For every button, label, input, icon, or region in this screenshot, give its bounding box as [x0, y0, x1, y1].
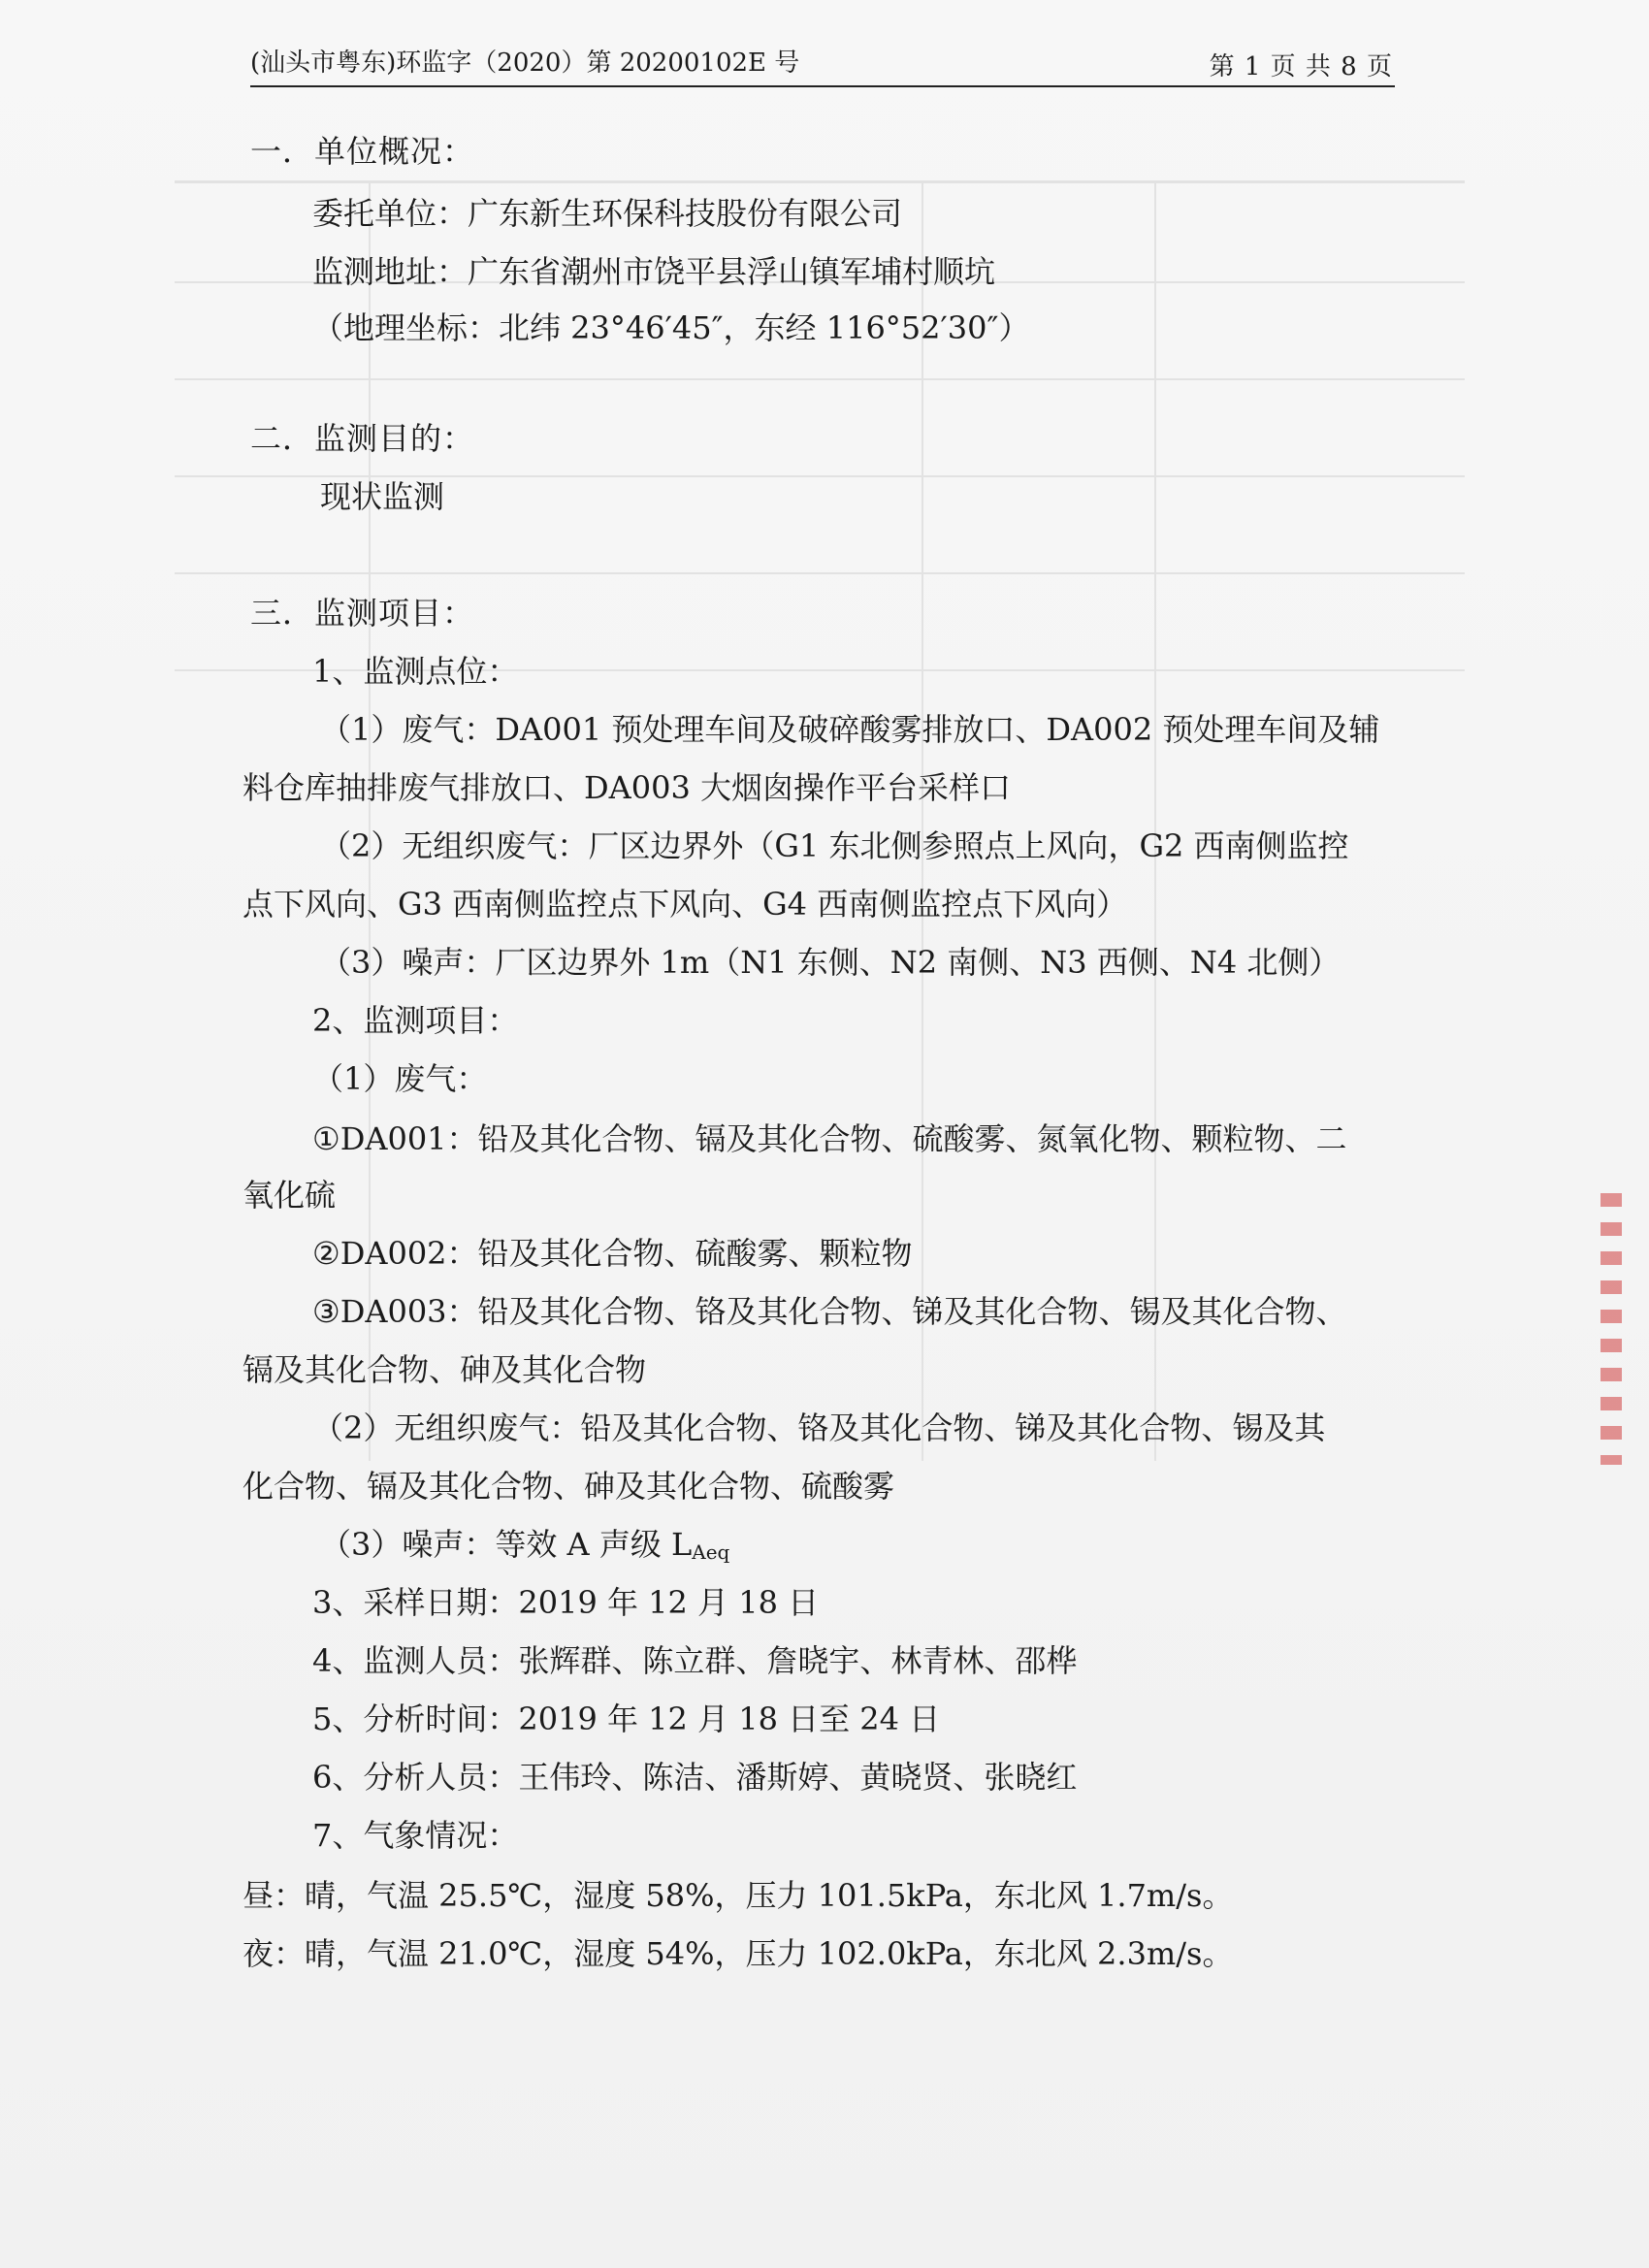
- da003-line2: 镉及其化合物、砷及其化合物: [242, 1351, 647, 1388]
- section-title-items: 三．监测项目：: [250, 595, 475, 632]
- points-exhaust-line2: 料仓库抽排废气排放口、DA003 大烟囱操作平台采样口: [242, 769, 1012, 806]
- analysts-line: 6、分析人员：王伟玲、陈洁、潘斯婷、黄晓贤、张晓红: [312, 1759, 1078, 1796]
- coordinates-line: （地理坐标：北纬 23°46′45″，东经 116°52′30″）: [312, 309, 1030, 346]
- section-title-purpose: 二．监测目的：: [250, 420, 475, 457]
- purpose-line: 现状监测: [320, 478, 445, 515]
- da003-line1: ③DA003：铅及其化合物、铬及其化合物、锑及其化合物、锡及其化合物、: [312, 1293, 1347, 1330]
- monitoring-staff-line: 4、监测人员：张辉群、陈立群、詹晓宇、林青林、邵桦: [312, 1642, 1078, 1679]
- bleed-through-line: [1154, 180, 1156, 1461]
- items-noise-line: [320, 1526, 730, 1564]
- weather-day-line: 昼：晴，气温 25.5℃，湿度 58%，压力 101.5kPa，东北风 1.7m/s。: [242, 1877, 1234, 1914]
- points-fugitive-line1: （2）无组织废气：厂区边界外（G1 东北侧参照点上风向，G2 西南侧监控: [320, 827, 1349, 864]
- da001-line2: 氧化硫: [242, 1177, 337, 1214]
- page-header: [250, 37, 1395, 87]
- section-title-unit: 一．单位概况：: [250, 133, 475, 170]
- client-line: 委托单位：广东新生环保科技股份有限公司: [312, 195, 903, 232]
- noise-label: （3）噪声：等效 A 声级 L: [320, 1526, 693, 1563]
- report-number: (汕头市粤东)环监字（2020）第 20200102E 号: [250, 49, 800, 78]
- sampling-date-line: 3、采样日期：2019 年 12 月 18 日: [312, 1584, 820, 1621]
- items-exhaust-title: （1）废气：: [312, 1060, 488, 1097]
- da001-line1: ①DA001：铅及其化合物、镉及其化合物、硫酸雾、氮氧化物、颗粒物、二: [312, 1120, 1347, 1157]
- da002-line: ②DA002：铅及其化合物、硫酸雾、颗粒物: [312, 1235, 913, 1272]
- seal-stamp-edge: [1600, 1193, 1622, 1465]
- address-line: 监测地址：广东省潮州市饶平县浮山镇军埔村顺坑: [312, 253, 996, 290]
- items-fugitive-line1: （2）无组织废气：铅及其化合物、铬及其化合物、锑及其化合物、锡及其: [312, 1409, 1326, 1446]
- points-fugitive-line2: 点下风向、G3 西南侧监控点下风向、G4 西南侧监控点下风向）: [242, 886, 1128, 923]
- weather-title: 7、气象情况：: [312, 1817, 519, 1854]
- items-title: 2、监测项目：: [312, 1002, 519, 1039]
- bleed-through-line: [922, 180, 923, 1461]
- points-title: 1、监测点位：: [312, 653, 519, 690]
- weather-night-line: 夜：晴，气温 21.0℃，湿度 54%，压力 102.0kPa，东北风 2.3m/s。: [242, 1935, 1234, 1972]
- analysis-time-line: 5、分析时间：2019 年 12 月 18 日至 24 日: [312, 1701, 941, 1737]
- items-fugitive-line2: 化合物、镉及其化合物、砷及其化合物、硫酸雾: [242, 1468, 895, 1505]
- points-exhaust-line1: （1）废气：DA001 预处理车间及破碎酸雾排放口、DA002 预处理车间及辅: [320, 711, 1380, 748]
- page-number: 第 1 页 共 8 页: [1209, 52, 1393, 81]
- points-noise-line: （3）噪声：厂区边界外 1m（N1 东侧、N2 南侧、N3 西侧、N4 北侧）: [320, 944, 1341, 981]
- noise-subscript: Aeq: [692, 1540, 730, 1564]
